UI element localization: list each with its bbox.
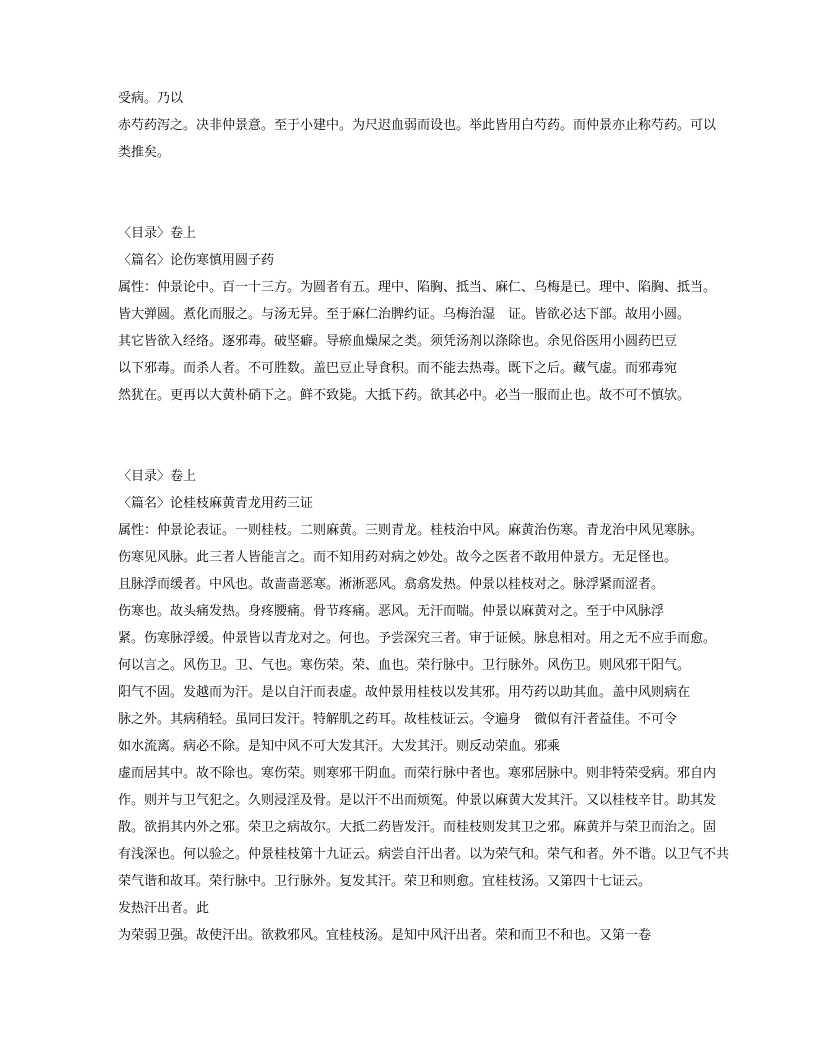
blank-line xyxy=(118,192,728,219)
text-line: 作。则并与卫气犯之。久则浸淫及骨。是以汗不出而烦冤。仲景以麻黄大发其汗。又以桂枝辛甘。助其发 xyxy=(118,792,717,807)
text-line: 且脉浮而缓者。中风也。故啬啬恶寒。淅淅恶风。翕翕发热。仲景以桂枝对之。脉浮紧而涩者。 xyxy=(118,576,665,591)
text-line: 属性：仲景论表证。一则桂枝。二则麻黄。三则青龙。桂枝治中风。麻黄治伤寒。青龙治中风见寒脉。 xyxy=(118,522,704,537)
text-line: 有浅深也。何以验之。仲景桂枝第十九证云。病尝自汗出者。以为荣气和。荣气和者。外不谐。以卫气不共 xyxy=(118,846,730,861)
text-line: 属性：仲景论中。百一十三方。为圆者有五。理中、陷胸、抵当、麻仁、乌梅是已。理中、陷胸、抵当。 xyxy=(118,279,717,294)
chapter-title-line: 〈篇名〉论桂枝麻黄青龙用药三证 xyxy=(118,495,314,510)
text-line: 伤寒也。故头痛发热。身疼腰痛。骨节疼痛。恶风。无汗而喘。仲景以麻黄对之。至于中风脉浮 xyxy=(118,603,665,618)
text-line: 然犹在。更再以大黄朴硝下之。鲜不致毙。大抵下药。欲其必中。必当一服而止也。故不可不慎欤。 xyxy=(118,387,691,402)
text-line: 赤芍药泻之。决非仲景意。至于小建中。为尺迟血弱而设也。举此皆用白芍药。而仲景亦止称芍药。可以 xyxy=(118,117,717,132)
blank-line xyxy=(118,165,728,192)
text-line: 散。欲捐其内外之邪。荣卫之病故尔。大抵二药皆发汗。而桂枝则发其卫之邪。麻黄并与荣卫而治之。固 xyxy=(118,819,717,834)
text-line: 发热汗出者。此 xyxy=(118,900,210,915)
text-line: 皆大弹圆。煮化而服之。与汤无异。至于麻仁治脾约证。乌梅治湿 证。皆欲必达下部。故用小圆。 xyxy=(118,306,691,321)
text-line: 紧。伤寒脉浮缓。仲景皆以青龙对之。何也。予尝深究三者。审于证候。脉息相对。用之无不应手而愈。 xyxy=(118,630,717,645)
blank-line xyxy=(118,408,728,435)
text-content xyxy=(118,84,728,948)
text-line: 类推矣。 xyxy=(118,144,171,159)
text-line: 伤寒见风脉。此三者人皆能言之。而不知用药对病之妙处。故今之医者不敢用仲景方。无足怪也。 xyxy=(118,549,678,564)
text-line: 脉之外。其病稍轻。虽同曰发汗。特解肌之药耳。故桂枝证云。令遍身 微似有汗者益佳。不可令 xyxy=(118,711,678,726)
text-line: 受病。乃以 xyxy=(118,90,184,105)
text-line: 荣气谐和故耳。荣行脉中。卫行脉外。复发其汗。荣卫和则愈。宜桂枝汤。又第四十七证云。 xyxy=(118,873,652,888)
text-line: 虚而居其中。故不除也。寒伤荣。则寒邪干阴血。而荣行脉中者也。寒邪居脉中。则非特荣受病。邪自内 xyxy=(118,765,717,780)
chapter-title-line: 〈篇名〉论伤寒慎用圆子药 xyxy=(118,252,275,267)
section-marker-line: 〈目录〉卷上 xyxy=(118,225,197,240)
text-line: 何以言之。风伤卫。卫、气也。寒伤荣。荣、血也。荣行脉中。卫行脉外。风伤卫。则风邪干阳气。 xyxy=(118,657,691,672)
section-marker-line: 〈目录〉卷上 xyxy=(118,468,197,483)
text-line: 以下邪毒。而杀人者。不可胜数。盖巴豆止导食积。而不能去热毒。既下之后。藏气虚。而邪毒宛 xyxy=(118,360,678,375)
blank-line xyxy=(118,435,728,462)
text-line: 为荣弱卫强。故使汗出。欲救邪风。宜桂枝汤。是知中风汗出者。荣和而卫不和也。又第一卷 xyxy=(118,927,652,942)
text-line: 如水流离。病必不除。是知中风不可大发其汗。大发其汗。则反动荣血。邪乘 xyxy=(118,738,561,753)
text-line: 阳气不固。发越而为汗。是以自汗而表虚。故仲景用桂枝以发其邪。用芍药以助其血。盖中风则病在 xyxy=(118,684,691,699)
text-line: 其它皆欲入经络。逐邪毒。破坚癖。导瘀血燥屎之类。须凭汤剂以涤除也。余见俗医用小圆药巴豆 xyxy=(118,333,678,348)
